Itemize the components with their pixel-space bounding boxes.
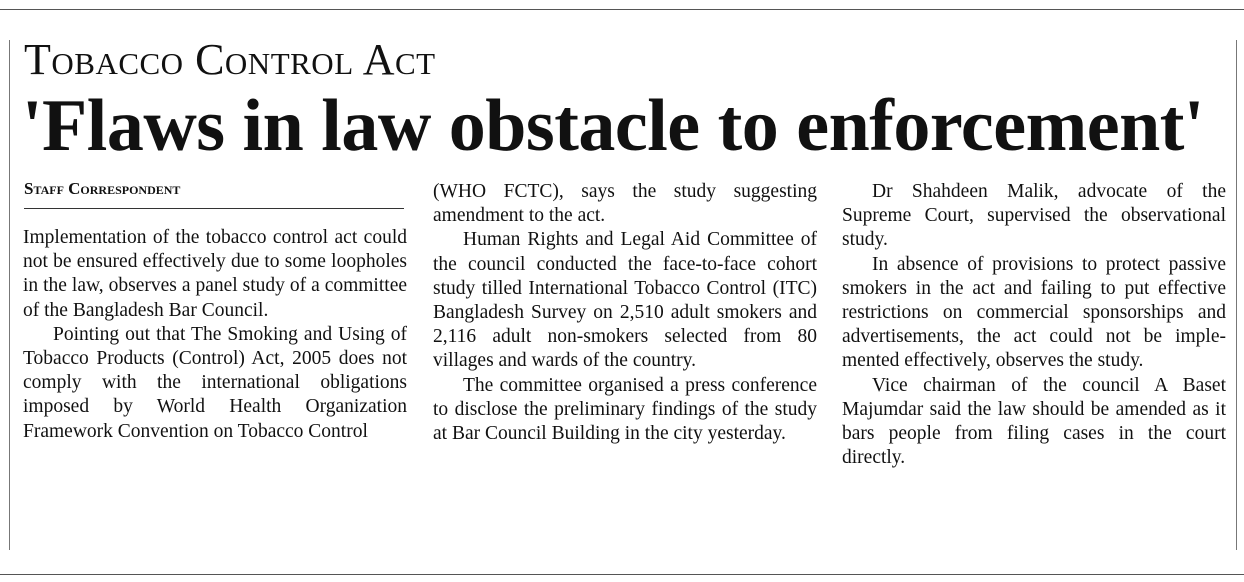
section-kicker: Tobacco Control Act: [24, 35, 436, 84]
paragraph: Vice chairman of the council A Baset Majumdar said the law should be amended as it bars people from filing cases in the court directly.: [842, 374, 1226, 469]
paragraph: The committee organised a press conference to disclose the preliminary findings of the study at Bar Council Building in the city yesterday.: [433, 374, 817, 445]
paragraph: Dr Shahdeen Malik, advocate of the Supreme Court, supervised the observational study.: [842, 181, 1226, 251]
left-rule: [9, 40, 10, 550]
article-column-1: [23, 226, 407, 444]
paragraph: (WHO FCTC), says the study suggesting amendment to the act.: [433, 181, 817, 227]
paragraph: Implementation of the tobacco control act could not be ensured effectively due to some loopholes in the law, observes a panel study of a committee of the Bangladesh Bar Council.: [23, 227, 407, 321]
headline: 'Flaws in law obstacle to enforcement': [22, 85, 1204, 167]
top-rule: [0, 9, 1244, 10]
right-rule: [1236, 40, 1237, 550]
article-column-3: [842, 180, 1226, 470]
bottom-rule: [0, 574, 1244, 575]
paragraph: Human Rights and Legal Aid Committee of the council conducted the face-to-face cohort study tilled International Tobacco Control (ITC) Bangladesh Survey on 2,510 adult smokers and 2,116 adult non-smokers selected from 80 villages and wards of the country.: [433, 229, 817, 372]
byline: Staff Correspondent: [24, 178, 404, 209]
paragraph: In absence of provisions to protect passive smokers in the act and failing to put effective restrictions on commercial sponsorships and advertisements, the act could not be implemented effectively, observes the study.: [842, 253, 1226, 372]
article-column-2: [433, 180, 817, 446]
paragraph: Pointing out that The Smoking and Using of Tobacco Products (Control) Act, 2005 does not comply with the international obligations imposed by World Health Organization Framework Convention on Tobacco Control: [23, 323, 407, 442]
